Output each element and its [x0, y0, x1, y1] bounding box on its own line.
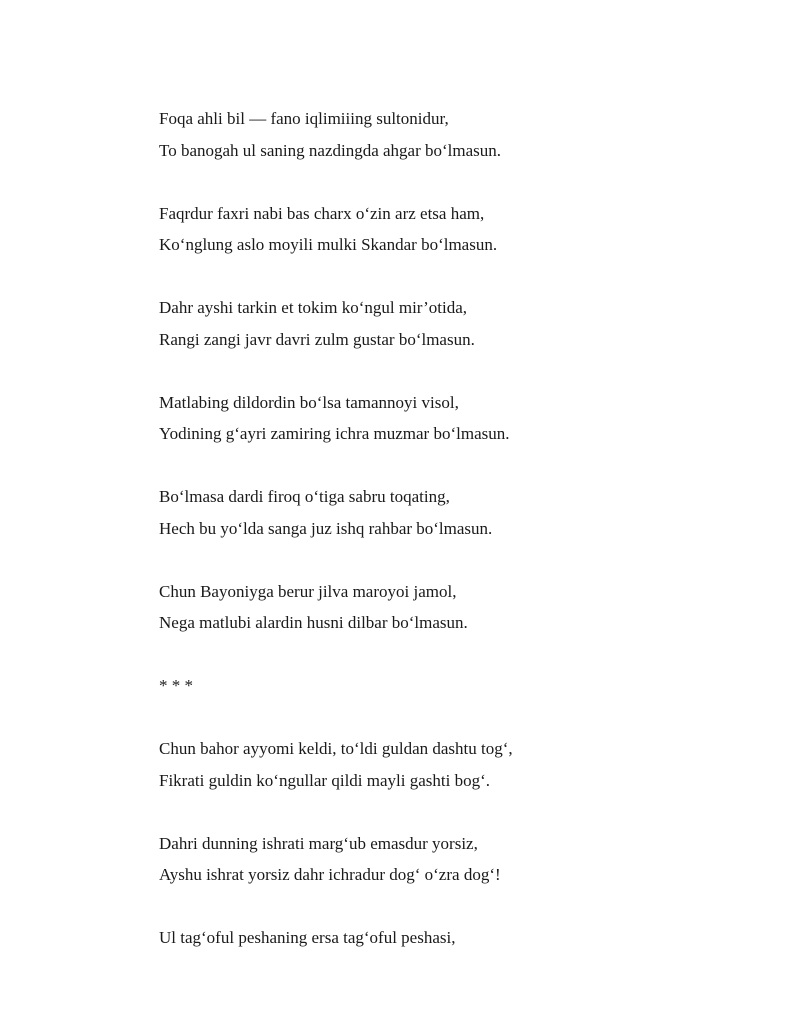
poem-line: Dahri dunning ishrati marg‘ub emasdur yorsiz, [159, 833, 478, 853]
poem-line: Bo‘lmasa dardi firoq o‘tiga sabru toqating, [159, 487, 450, 506]
document-page [159, 103, 759, 954]
poem-line: Chun Bayoniyga berur jilva maroyoi jamol, [159, 581, 457, 601]
poem-line: Faqrdur faxri nabi bas charx o‘zin arz etsa ham, [159, 203, 485, 223]
stanza-gap [159, 702, 759, 734]
section-separator: * * * [159, 676, 193, 695]
poem-line: Ko‘nglung aslo moyili mulki Skandar bo‘lmasun. [159, 235, 498, 254]
poem-line: Rangi zangi javr davri zulm gustar bo‘lmasun. [159, 329, 475, 349]
poem-line: Matlabing dildordin bo‘lsa tamannoyi visol, [159, 392, 459, 412]
stanza-gap [159, 355, 759, 387]
poem-line: Foqa ahli bil — fano iqlimiiing sultonidur, [159, 109, 449, 128]
poem-line: Hech bu yo‘lda sanga juz ishq rahbar bo‘lmasun. [159, 518, 493, 538]
poem-line: Chun bahor ayyomi keldi, to‘ldi guldan dashtu tog‘, [159, 739, 513, 758]
stanza-gap [159, 450, 759, 482]
poem-line: To banogah ul saning nazdingda ahgar bo‘lmasun. [159, 140, 502, 160]
stanza-gap [159, 796, 759, 828]
poem-line: Nega matlubi alardin husni dilbar bo‘lmasun. [159, 613, 468, 632]
stanza-gap [159, 261, 759, 293]
stanza-gap [159, 891, 759, 923]
stanza-gap [159, 639, 759, 671]
stanza-gap [159, 166, 759, 198]
stanza-gap [159, 544, 759, 576]
poem-line: Ul tag‘oful peshaning ersa tag‘oful peshasi, [159, 928, 456, 947]
poem-line: Dahr ayshi tarkin et tokim ko‘ngul mir’otida, [159, 298, 467, 317]
poem-line: Yodining g‘ayri zamiring ichra muzmar bo‘lmasun. [159, 424, 510, 443]
poem-line: Ayshu ishrat yorsiz dahr ichradur dog‘ o‘zra dog‘! [159, 865, 501, 884]
poem-line: Fikrati guldin ko‘ngullar qildi mayli gashti bog‘. [159, 770, 490, 790]
